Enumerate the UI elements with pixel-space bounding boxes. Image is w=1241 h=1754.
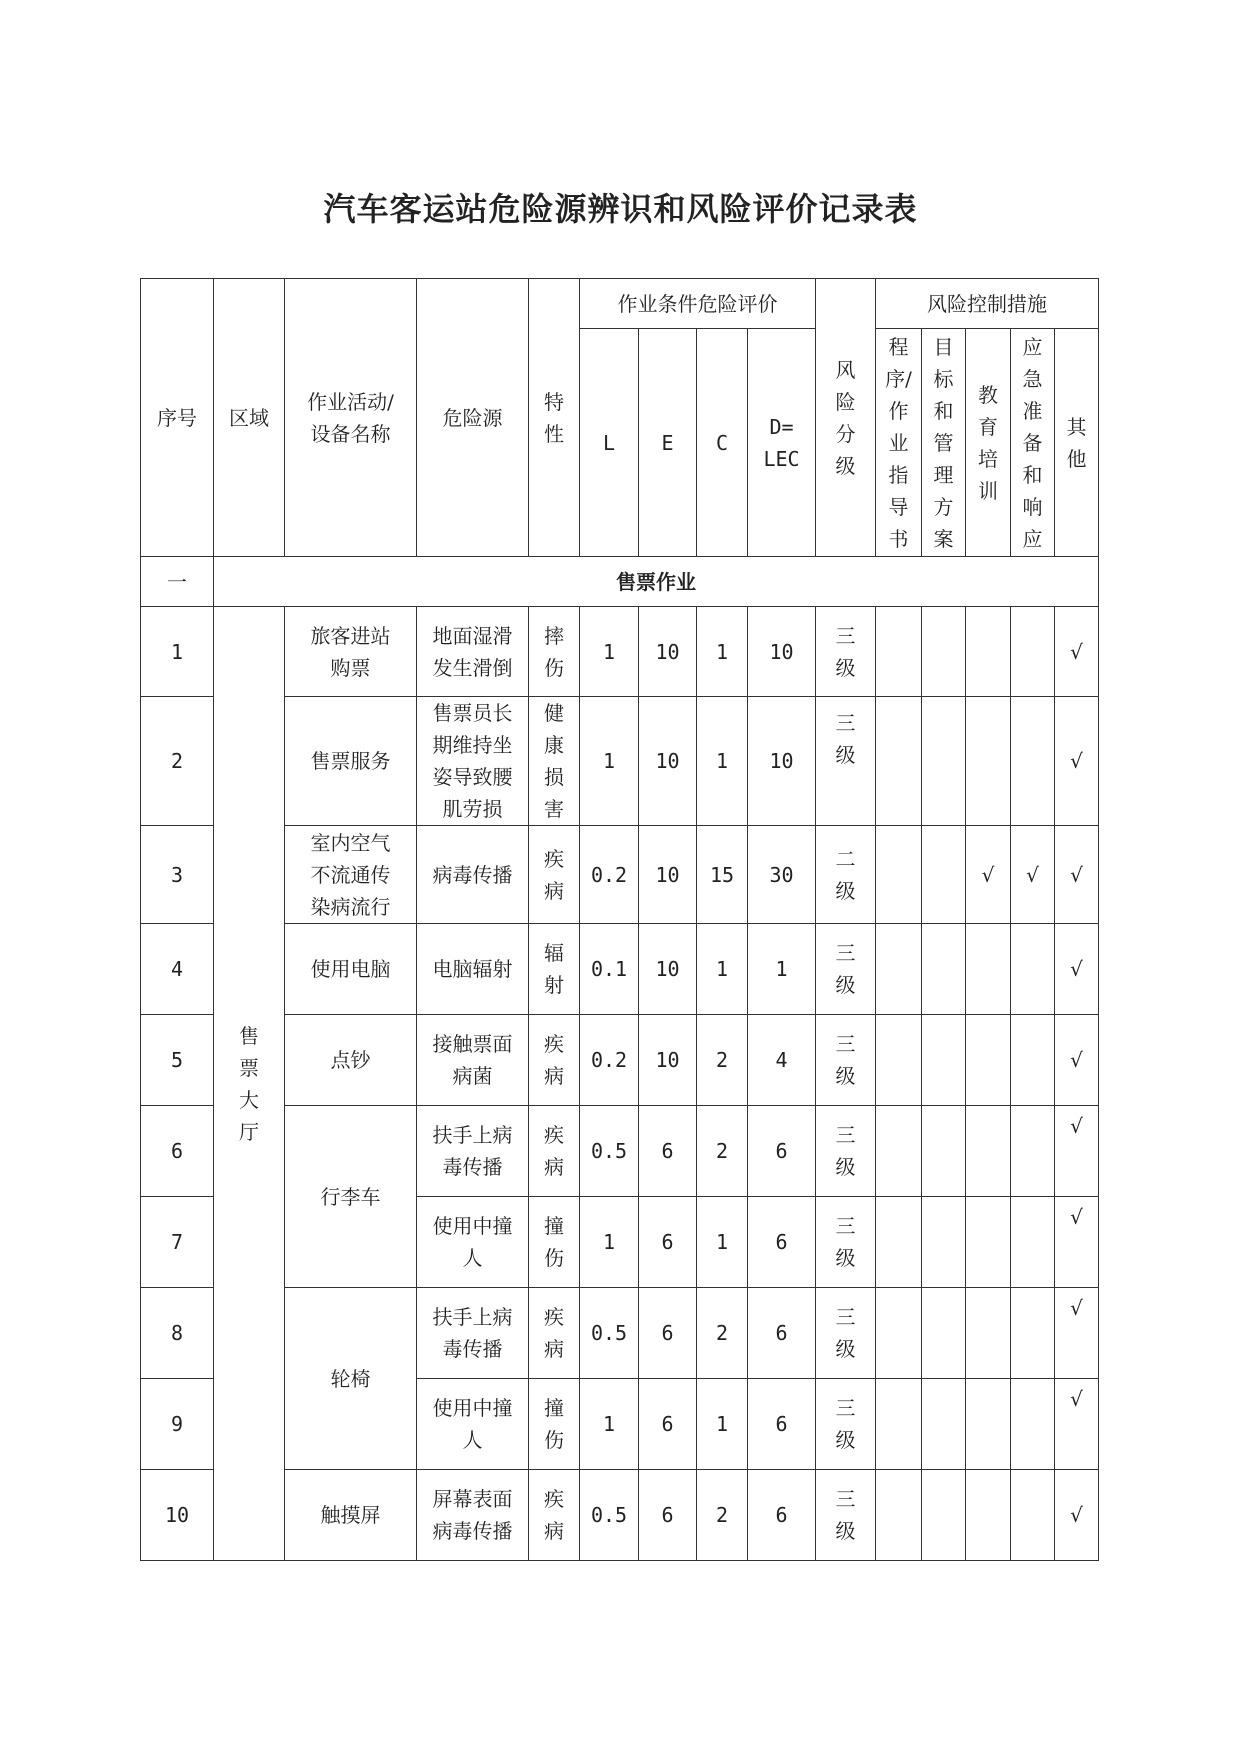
cell-ctrl-emergency (1011, 1197, 1055, 1288)
cell-ctrl-target (922, 1015, 966, 1106)
cell-e: 10 (639, 924, 697, 1015)
header-ctrl-training: 教 育 培 训 (966, 329, 1011, 557)
cell-d: 6 (748, 1288, 816, 1379)
cell-c: 1 (697, 1379, 748, 1470)
cell-ctrl-other: √ (1055, 1470, 1099, 1561)
cell-ctrl-emergency: √ (1011, 826, 1055, 924)
cell-ctrl-training (966, 697, 1011, 826)
cell-ctrl-target (922, 1197, 966, 1288)
cell-property: 撞 伤 (529, 1379, 580, 1470)
cell-ctrl-target (922, 1379, 966, 1470)
cell-d: 1 (748, 924, 816, 1015)
cell-ctrl-target (922, 1288, 966, 1379)
cell-level: 三 级 (816, 1106, 876, 1197)
header-activity: 作业活动/ 设备名称 (285, 279, 417, 557)
header-c: C (697, 329, 748, 557)
cell-hazard: 地面湿滑 发生滑倒 (417, 607, 529, 697)
cell-ctrl-emergency (1011, 1379, 1055, 1470)
cell-ctrl-training (966, 924, 1011, 1015)
section-row (141, 557, 1099, 607)
header-ctrl-target: 目 标 和 管 理 方 案 (922, 329, 966, 557)
cell-activity: 售票服务 (285, 697, 417, 826)
cell-c: 1 (697, 1197, 748, 1288)
cell-l: 0.5 (580, 1470, 639, 1561)
cell-ctrl-other: √ (1055, 826, 1099, 924)
table-row (141, 1106, 1099, 1197)
cell-ctrl-emergency (1011, 697, 1055, 826)
cell-c: 2 (697, 1470, 748, 1561)
cell-l: 1 (580, 697, 639, 826)
header-eval-group: 作业条件危险评价 (580, 279, 816, 329)
cell-ctrl-procedure (876, 924, 922, 1015)
section-name: 售票作业 (214, 557, 1099, 607)
cell-no: 6 (141, 1106, 214, 1197)
cell-ctrl-other: √ (1055, 1379, 1099, 1470)
cell-ctrl-procedure (876, 1106, 922, 1197)
cell-no: 5 (141, 1015, 214, 1106)
cell-ctrl-other: √ (1055, 1015, 1099, 1106)
cell-l: 1 (580, 1379, 639, 1470)
cell-ctrl-target (922, 697, 966, 826)
cell-activity: 触摸屏 (285, 1470, 417, 1561)
cell-ctrl-training (966, 1288, 1011, 1379)
cell-ctrl-procedure (876, 607, 922, 697)
cell-e: 10 (639, 1015, 697, 1106)
cell-c: 2 (697, 1106, 748, 1197)
cell-d: 6 (748, 1470, 816, 1561)
cell-l: 0.2 (580, 1015, 639, 1106)
cell-level: 三 级 (816, 1197, 876, 1288)
table-row (141, 826, 1099, 924)
table-row (141, 1015, 1099, 1106)
cell-ctrl-emergency (1011, 607, 1055, 697)
cell-property: 疾 病 (529, 1470, 580, 1561)
cell-ctrl-training (966, 1015, 1011, 1106)
cell-c: 1 (697, 924, 748, 1015)
cell-property: 健 康 损 害 (529, 697, 580, 826)
cell-activity: 室内空气 不流通传 染病流行 (285, 826, 417, 924)
cell-d: 10 (748, 697, 816, 826)
cell-property: 疾 病 (529, 826, 580, 924)
document-title: 汽车客运站危险源辨识和风险评价记录表 (323, 190, 918, 228)
cell-ctrl-other: √ (1055, 697, 1099, 826)
cell-level: 三 级 (816, 607, 876, 697)
cell-e: 10 (639, 826, 697, 924)
cell-property: 撞 伤 (529, 1197, 580, 1288)
cell-e: 6 (639, 1470, 697, 1561)
cell-d: 10 (748, 607, 816, 697)
cell-e: 10 (639, 697, 697, 826)
cell-activity: 使用电脑 (285, 924, 417, 1015)
cell-c: 2 (697, 1015, 748, 1106)
cell-c: 1 (697, 607, 748, 697)
cell-no: 9 (141, 1379, 214, 1470)
cell-area: 售 票 大 厅 (214, 607, 285, 1561)
header-ctrl-other: 其 他 (1055, 329, 1099, 557)
cell-d: 4 (748, 1015, 816, 1106)
cell-e: 6 (639, 1106, 697, 1197)
cell-l: 0.1 (580, 924, 639, 1015)
header-area: 区域 (214, 279, 285, 557)
cell-e: 6 (639, 1379, 697, 1470)
cell-l: 0.5 (580, 1106, 639, 1197)
header-ctrl-emergency: 应 急 准 备 和 响 应 (1011, 329, 1055, 557)
header-ctrl-procedure: 程 序/ 作 业 指 导 书 (876, 329, 922, 557)
cell-hazard: 售票员长 期维持坐 姿导致腰 肌劳损 (417, 697, 529, 826)
risk-assessment-table (140, 278, 1099, 1561)
cell-level: 三 级 (816, 924, 876, 1015)
header-e: E (639, 329, 697, 557)
cell-hazard: 屏幕表面 病毒传播 (417, 1470, 529, 1561)
header-control-group: 风险控制措施 (876, 279, 1099, 329)
cell-d: 6 (748, 1106, 816, 1197)
table-row (141, 607, 1099, 697)
header-row-top (141, 279, 1099, 329)
cell-d: 6 (748, 1197, 816, 1288)
cell-c: 1 (697, 697, 748, 826)
cell-level: 三 级 (816, 1379, 876, 1470)
cell-l: 0.2 (580, 826, 639, 924)
cell-e: 10 (639, 607, 697, 697)
cell-ctrl-procedure (876, 1197, 922, 1288)
cell-property: 摔 伤 (529, 607, 580, 697)
cell-ctrl-other: √ (1055, 607, 1099, 697)
cell-hazard: 扶手上病 毒传播 (417, 1288, 529, 1379)
cell-ctrl-other: √ (1055, 1197, 1099, 1288)
cell-activity: 行李车 (285, 1106, 417, 1288)
header-level: 风 险 分 级 (816, 279, 876, 557)
cell-ctrl-other: √ (1055, 924, 1099, 1015)
cell-no: 1 (141, 607, 214, 697)
cell-property: 疾 病 (529, 1106, 580, 1197)
cell-ctrl-procedure (876, 1470, 922, 1561)
table-row (141, 697, 1099, 826)
cell-ctrl-emergency (1011, 1470, 1055, 1561)
cell-ctrl-target (922, 1106, 966, 1197)
cell-ctrl-training: √ (966, 826, 1011, 924)
header-l: L (580, 329, 639, 557)
section-number: 一 (141, 557, 214, 607)
table-row (141, 1470, 1099, 1561)
cell-level: 三 级 (816, 1470, 876, 1561)
cell-level: 三 级 (816, 1288, 876, 1379)
cell-ctrl-procedure (876, 697, 922, 826)
cell-ctrl-training (966, 1470, 1011, 1561)
cell-ctrl-emergency (1011, 924, 1055, 1015)
cell-ctrl-other: √ (1055, 1288, 1099, 1379)
cell-hazard: 病毒传播 (417, 826, 529, 924)
table-row (141, 924, 1099, 1015)
cell-d: 30 (748, 826, 816, 924)
cell-activity: 轮椅 (285, 1288, 417, 1470)
cell-ctrl-training (966, 1379, 1011, 1470)
cell-property: 疾 病 (529, 1015, 580, 1106)
cell-hazard: 使用中撞 人 (417, 1197, 529, 1288)
header-hazard: 危险源 (417, 279, 529, 557)
cell-ctrl-other: √ (1055, 1106, 1099, 1197)
cell-no: 3 (141, 826, 214, 924)
cell-level: 三 级 (816, 1015, 876, 1106)
cell-hazard: 扶手上病 毒传播 (417, 1106, 529, 1197)
cell-d: 6 (748, 1379, 816, 1470)
header-property: 特 性 (529, 279, 580, 557)
cell-ctrl-emergency (1011, 1106, 1055, 1197)
cell-l: 1 (580, 1197, 639, 1288)
cell-level: 二 级 (816, 826, 876, 924)
cell-e: 6 (639, 1288, 697, 1379)
cell-ctrl-procedure (876, 1288, 922, 1379)
cell-no: 7 (141, 1197, 214, 1288)
cell-level: 三 级 (816, 697, 876, 826)
cell-hazard: 电脑辐射 (417, 924, 529, 1015)
header-d: D= LEC (748, 329, 816, 557)
cell-ctrl-procedure (876, 1015, 922, 1106)
cell-activity: 旅客进站 购票 (285, 607, 417, 697)
cell-l: 0.5 (580, 1288, 639, 1379)
cell-property: 辐 射 (529, 924, 580, 1015)
cell-no: 2 (141, 697, 214, 826)
cell-ctrl-training (966, 1106, 1011, 1197)
cell-e: 6 (639, 1197, 697, 1288)
cell-ctrl-target (922, 607, 966, 697)
cell-ctrl-training (966, 1197, 1011, 1288)
cell-ctrl-emergency (1011, 1288, 1055, 1379)
cell-ctrl-target (922, 1470, 966, 1561)
table-row (141, 1288, 1099, 1379)
cell-c: 2 (697, 1288, 748, 1379)
cell-hazard: 接触票面 病菌 (417, 1015, 529, 1106)
cell-hazard: 使用中撞 人 (417, 1379, 529, 1470)
cell-property: 疾 病 (529, 1288, 580, 1379)
cell-no: 4 (141, 924, 214, 1015)
cell-no: 10 (141, 1470, 214, 1561)
cell-ctrl-procedure (876, 1379, 922, 1470)
cell-ctrl-target (922, 924, 966, 1015)
cell-activity: 点钞 (285, 1015, 417, 1106)
cell-ctrl-training (966, 607, 1011, 697)
header-seq: 序号 (141, 279, 214, 557)
cell-no: 8 (141, 1288, 214, 1379)
cell-ctrl-procedure (876, 826, 922, 924)
cell-ctrl-emergency (1011, 1015, 1055, 1106)
cell-ctrl-target (922, 826, 966, 924)
cell-l: 1 (580, 607, 639, 697)
cell-c: 15 (697, 826, 748, 924)
